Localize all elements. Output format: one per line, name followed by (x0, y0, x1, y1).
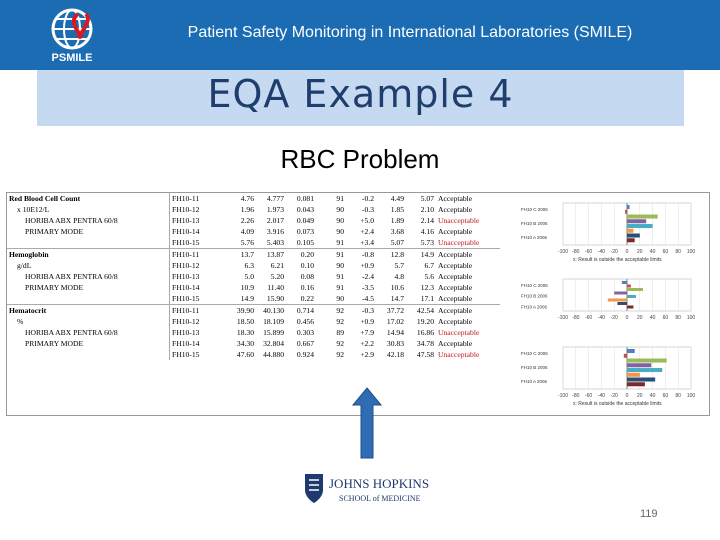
tick-label: 80 (675, 249, 681, 255)
result-status: Acceptable (438, 194, 473, 203)
table-cell: 18.109 (263, 317, 284, 326)
table-cell: 6.21 (270, 261, 284, 270)
tick-label: 100 (686, 393, 696, 399)
sample-id: FH10-11 (170, 305, 227, 317)
tick-label: 0 (625, 393, 629, 399)
table-cell: 4.49 (390, 194, 404, 203)
result-status: Unacceptable (438, 216, 480, 225)
analyte-label: PRIMARY MODE (7, 226, 170, 237)
table-cell: 1.96 (240, 205, 254, 214)
title-band (37, 70, 684, 126)
table-cell: 5.403 (266, 238, 284, 247)
bias-bar (627, 382, 645, 386)
bias-bar (627, 373, 640, 377)
table-row (7, 193, 500, 204)
table-cell: 5.6 (424, 272, 434, 281)
table-cell: 0.924 (296, 350, 314, 359)
table-cell: 5.0 (244, 272, 254, 281)
table-cell: 4.76 (240, 194, 254, 203)
table-cell: 0.08 (300, 272, 314, 281)
tick-label: -60 (584, 249, 593, 255)
table-cell: 5.07 (420, 194, 434, 203)
tick-label: 0 (625, 249, 629, 255)
table-cell: 91 (336, 272, 344, 281)
header-title: Patient Safety Monitoring in International Laboratories (SMILE) (187, 24, 633, 41)
table-cell: 1.85 (390, 205, 404, 214)
result-status: Acceptable (438, 317, 473, 326)
tick-label: -20 (610, 393, 618, 399)
bias-bar (627, 224, 653, 228)
table-cell: 92 (336, 339, 344, 348)
table-cell: 3.68 (390, 227, 404, 236)
table-cell: 91 (336, 194, 344, 203)
bias-bar (622, 281, 627, 284)
sample-id: FH10-14 (172, 283, 200, 292)
table-cell: 0.22 (300, 294, 314, 303)
table-cell: 14.9 (406, 249, 436, 261)
table-cell: 12.3 (420, 283, 434, 292)
table-cell: 37.72 (376, 305, 406, 317)
table-cell: 0.16 (300, 283, 314, 292)
result-status: Acceptable (436, 305, 500, 317)
table-cell: 2.10 (420, 205, 434, 214)
table-cell: 11.40 (267, 283, 284, 292)
table-row (7, 305, 500, 317)
table-cell: +3.4 (360, 238, 374, 247)
table-row (7, 349, 500, 360)
table-cell: 0.456 (296, 317, 314, 326)
bias-bar (627, 285, 631, 288)
table-cell: 4.09 (240, 227, 254, 236)
analyte-label: Hematocrit (7, 305, 170, 317)
bias-bar (627, 378, 655, 382)
result-status: Acceptable (438, 283, 473, 292)
series-label: FH10 A 2006 (521, 379, 548, 384)
result-status: Unacceptable (438, 238, 480, 247)
table-cell: 90 (336, 205, 344, 214)
table-cell: 6.7 (424, 261, 434, 270)
table-cell: 39.90 (226, 305, 256, 317)
bias-bar (627, 306, 633, 309)
table-row (7, 215, 500, 226)
page-number: 119 (640, 508, 658, 520)
tick-label: 100 (686, 315, 696, 321)
analyte-label: HORIBA ABX PENTRA 60/8 (7, 215, 170, 226)
sample-id: FH10-13 (172, 216, 200, 225)
series-label: FH10 A 2006 (521, 304, 548, 310)
table-cell: 19.20 (416, 317, 434, 326)
bias-bar (627, 238, 635, 242)
table-cell: -0.8 (346, 249, 376, 261)
series-label: FH10 C 2006 (521, 207, 548, 212)
table-cell: 10.6 (390, 283, 404, 292)
table-cell: 5.73 (420, 238, 434, 247)
table-row (7, 293, 500, 305)
analyte-label (7, 293, 170, 305)
table-cell: -0.2 (361, 194, 374, 203)
tick-label: 20 (637, 393, 643, 399)
result-status: Acceptable (438, 339, 473, 348)
analyte-label (7, 237, 170, 249)
sample-id: FH10-12 (172, 205, 200, 214)
table-cell: 1.89 (390, 216, 404, 225)
analyte-label: % (7, 316, 170, 327)
table-cell: 3.916 (266, 227, 284, 236)
table-cell: 47.60 (236, 350, 254, 359)
table-row (7, 204, 500, 215)
tick-label: -100 (557, 315, 569, 321)
series-label: FH10 B 2006 (521, 365, 548, 370)
table-cell: 5.76 (240, 238, 254, 247)
sample-id: FH10-13 (172, 272, 200, 281)
bias-bar (614, 292, 627, 295)
table-row (7, 338, 500, 349)
tick-label: 0 (625, 315, 629, 321)
table-cell: 32.804 (263, 339, 284, 348)
bias-bar (627, 215, 658, 219)
table-row (7, 316, 500, 327)
tick-label: 60 (662, 249, 669, 255)
analyte-label: PRIMARY MODE (7, 282, 170, 293)
table-row (7, 249, 500, 261)
series-label: FH10 B 2006 (521, 293, 548, 299)
table-cell: 2.26 (240, 216, 254, 225)
table-cell: -0.3 (346, 305, 376, 317)
tick-label: 60 (662, 393, 669, 399)
result-status: Unacceptable (438, 350, 480, 359)
table-cell: 15.90 (266, 294, 284, 303)
sample-id: FH10-15 (172, 238, 200, 247)
sample-id: FH10-15 (172, 294, 200, 303)
analyte-label (7, 349, 170, 360)
table-cell: -2.4 (361, 272, 374, 281)
tick-label: -100 (557, 249, 569, 255)
bias-chart-hematocrit (519, 343, 699, 413)
table-cell: 14.7 (390, 294, 404, 303)
result-status: Unacceptable (438, 328, 480, 337)
table-cell: 18.30 (236, 328, 254, 337)
jh-logo-line1: JOHNS HOPKINS (329, 476, 430, 491)
table-cell: 4.777 (266, 194, 284, 203)
table-cell: 0.105 (296, 238, 314, 247)
sample-id: FH10-14 (172, 339, 200, 348)
sample-id: FH10-11 (170, 249, 227, 261)
bias-bar (627, 368, 662, 372)
table-cell: 15.899 (263, 328, 284, 337)
table-cell: -4.5 (361, 294, 374, 303)
bias-chart-hemoglobin (519, 275, 699, 335)
tick-label: -80 (572, 315, 580, 321)
table-cell: +7.9 (360, 328, 374, 337)
table-cell: 18.50 (236, 317, 254, 326)
table-cell: 0.081 (296, 194, 314, 203)
bias-bar (624, 354, 627, 358)
table-cell: 91 (316, 249, 346, 261)
table-cell: 17.1 (420, 294, 434, 303)
table-cell: 89 (336, 328, 344, 337)
tick-label: 40 (649, 393, 656, 399)
table-cell: 2.017 (266, 216, 284, 225)
table-cell: +2.2 (360, 339, 374, 348)
table-cell: 90 (336, 227, 344, 236)
table-cell: 47.58 (416, 350, 434, 359)
table-cell: 42.18 (386, 350, 404, 359)
table-cell: -0.3 (361, 205, 374, 214)
svg-text:PSMILE: PSMILE (51, 52, 93, 64)
table-cell: +0.9 (360, 317, 374, 326)
table-cell: -3.5 (361, 283, 374, 292)
result-status: Acceptable (438, 261, 473, 270)
tick-label: 40 (649, 249, 656, 255)
table-cell: 13.7 (226, 249, 256, 261)
table-cell: 44.880 (263, 350, 284, 359)
bias-bar (627, 295, 636, 298)
table-cell: 0.667 (296, 339, 314, 348)
tick-label: -80 (572, 393, 580, 399)
table-row (7, 237, 500, 249)
series-label: FH10 B 2006 (521, 221, 548, 226)
table-cell: 0.073 (296, 227, 314, 236)
table-cell: 40.130 (256, 305, 286, 317)
johns-hopkins-logo (303, 472, 443, 506)
table-cell: +2.4 (360, 227, 374, 236)
table-cell: 13.87 (256, 249, 286, 261)
result-status: Acceptable (438, 294, 473, 303)
jh-logo-line2: SCHOOL of MEDICINE (339, 494, 421, 503)
sample-id: FH10-13 (172, 328, 200, 337)
table-cell: 0.049 (296, 216, 314, 225)
table-cell: 90 (336, 294, 344, 303)
table-cell: 6.3 (244, 261, 254, 270)
slide-title: EQA Example 4 (207, 72, 514, 116)
bias-chart-rbc (519, 199, 699, 269)
pointer-arrow (352, 387, 382, 459)
bias-bar (627, 363, 651, 367)
table-cell: 0.20 (286, 249, 316, 261)
table-cell: 92 (336, 317, 344, 326)
tick-label: -60 (584, 393, 593, 399)
slide-header (0, 0, 720, 70)
tick-label: 100 (686, 249, 696, 255)
table-row (7, 260, 500, 271)
table-cell: 10.9 (240, 283, 254, 292)
bias-bar (625, 210, 627, 214)
table-cell: 92 (336, 350, 344, 359)
slide-subtitle: RBC Problem (280, 144, 440, 174)
analyte-label: HORIBA ABX PENTRA 60/8 (7, 271, 170, 282)
bias-bar (627, 219, 646, 223)
table-cell: 5.20 (270, 272, 284, 281)
bias-bar (627, 359, 667, 363)
tick-label: 60 (662, 315, 669, 321)
table-cell: 2.14 (420, 216, 434, 225)
table-cell: 5.07 (390, 238, 404, 247)
table-cell: 90 (336, 216, 344, 225)
bias-bar (627, 349, 635, 353)
analyte-label: HORIBA ABX PENTRA 60/8 (7, 327, 170, 338)
result-status: Acceptable (438, 227, 473, 236)
series-label: FH10 C 2006 (521, 351, 548, 356)
bias-bar (608, 299, 627, 302)
table-cell: +2.9 (360, 350, 374, 359)
bias-bar (617, 302, 627, 305)
tick-label: -20 (610, 249, 618, 255)
table-cell: 12.8 (376, 249, 406, 261)
bias-bar (627, 234, 640, 238)
result-status: Acceptable (438, 205, 473, 214)
table-row (7, 271, 500, 282)
table-cell: +5.0 (360, 216, 374, 225)
result-status: Acceptable (436, 249, 500, 261)
table-cell: 92 (316, 305, 346, 317)
table-row (7, 327, 500, 338)
analyte-label: Red Blood Cell Count (7, 193, 170, 204)
table-cell: 34.30 (236, 339, 254, 348)
eqa-results-table (7, 193, 500, 360)
chart-note: x: Result is outside the acceptable limits (573, 257, 662, 263)
table-cell: 17.02 (386, 317, 404, 326)
psmile-logo (32, 6, 112, 64)
analyte-label: Hemoglobin (7, 249, 170, 261)
analyte-label: g/dL (7, 260, 170, 271)
tick-label: -40 (597, 315, 606, 321)
table-cell: 0.714 (286, 305, 316, 317)
table-cell: 91 (336, 238, 344, 247)
table-cell: 0.10 (300, 261, 314, 270)
tick-label: 20 (637, 249, 643, 255)
sample-id: FH10-12 (172, 261, 200, 270)
sample-id: FH10-15 (172, 350, 200, 359)
tick-label: 20 (637, 315, 643, 321)
analyte-label: x 10E12/L (7, 204, 170, 215)
sample-id: FH10-11 (172, 194, 200, 203)
result-status: Acceptable (438, 272, 473, 281)
table-row (7, 226, 500, 237)
sample-id: FH10-12 (172, 317, 200, 326)
table-row (7, 282, 500, 293)
table-cell: 34.78 (416, 339, 434, 348)
tick-label: 80 (675, 393, 681, 399)
table-cell: 14.94 (386, 328, 404, 337)
tick-label: -20 (610, 315, 618, 321)
sample-id: FH10-14 (172, 227, 200, 236)
series-label: FH10 A 2006 (521, 235, 548, 240)
bias-bar (627, 205, 630, 209)
tick-label: -60 (584, 315, 593, 321)
eqa-results-panel (6, 192, 710, 416)
bias-bar (627, 288, 643, 291)
table-cell: 4.16 (420, 227, 434, 236)
table-cell: 0.043 (296, 205, 314, 214)
table-cell: 90 (336, 261, 344, 270)
tick-label: -40 (597, 393, 606, 399)
tick-label: -100 (557, 393, 569, 399)
table-cell: 14.9 (240, 294, 254, 303)
table-cell: 5.7 (394, 261, 404, 270)
table-cell: 16.86 (416, 328, 434, 337)
tick-label: 40 (649, 315, 656, 321)
table-cell: 1.973 (266, 205, 284, 214)
tick-label: -80 (572, 249, 580, 255)
table-cell: 91 (336, 283, 344, 292)
table-cell: 0.303 (296, 328, 314, 337)
series-label: FH10 C 2006 (521, 283, 548, 288)
tick-label: -40 (597, 249, 606, 255)
table-cell: 30.83 (386, 339, 404, 348)
chart-note: x: Result is outside the acceptable limits (573, 401, 662, 407)
bias-bar (627, 229, 633, 233)
table-cell: +0.9 (360, 261, 374, 270)
table-cell: 4.8 (394, 272, 404, 281)
analyte-label: PRIMARY MODE (7, 338, 170, 349)
tick-label: 80 (675, 315, 681, 321)
table-cell: 42.54 (406, 305, 436, 317)
